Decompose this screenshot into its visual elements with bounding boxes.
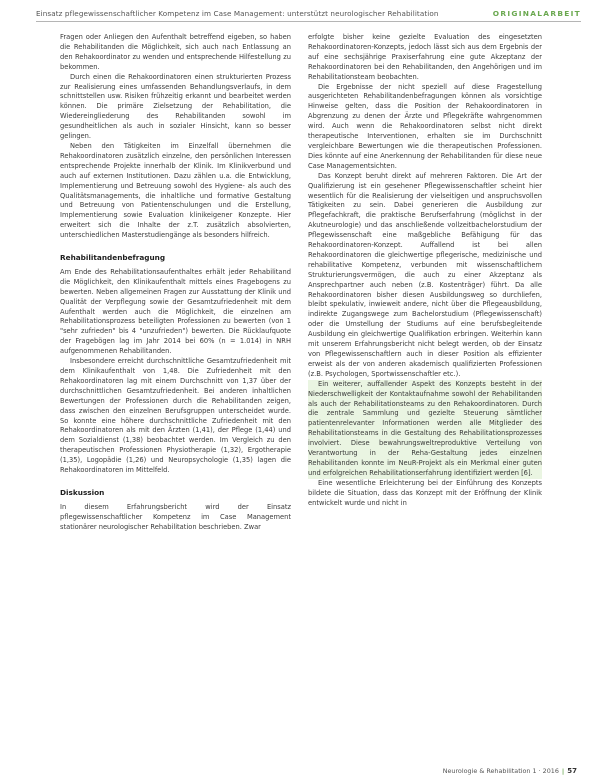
- paragraph: Eine wesentliche Erleichterung bei der Einführung des Konzepts bildete die Situation, dass das Konzept mit der Eröffnung der Klinik entwickelt wurde und nicht in: [308, 478, 542, 507]
- journal-name: Neurologie & Rehabilitation 1 · 2016: [442, 767, 559, 775]
- page-footer: [443, 767, 577, 775]
- left-column: [60, 33, 291, 533]
- right-column: [308, 33, 542, 509]
- section-label: ORIGINALARBEIT: [492, 9, 581, 18]
- section-heading-diskussion: Diskussion: [60, 487, 105, 497]
- paragraph: erfolgte bisher keine gezielte Evaluation des eingesetzten Rehakoordinatoren-Konzepts, jedoch lässt sich aus dem Ergebnis der auf eine sechsjährige Praxiserfahrung eine gute Akzeptanz der Rehakoordinatoren bei den Rehabilitanden, den Angehörigen und im Rehabilitationsteam beobachten.: [308, 33, 542, 81]
- paragraph: Die Ergebnisse der nicht speziell auf diese Fragestellung ausgerichteten Rehabilitandenbefragungen können als vorsichtige Hinweise gelten, dass die Position der Rehakoordinatoren in Abgrenzung zu denen der Ärzte und Pflegekräfte wahrgenommen wird. Auch wenn die Rehakoordinatoren selbst nicht direkt therapeutische Interventionen, erhalten sie im Durchschnitt vergleichbare Bewertungen wie die therapeutischen Professionen. Dies könnte auf eine Anerkennung der Rehabilitanden für diese neue Case Managementsichten.: [308, 82, 542, 170]
- paragraph: Fragen oder Anliegen den Aufenthalt betreffend eigeben, so haben die Rehabilitanden die Möglichkeit, sich auch nach Entlassung an den Rehakoordinator zu wenden und entsprechende Hilfestellung zu bekommen.: [60, 33, 291, 71]
- highlighted-paragraph: Ein weiterer, auffallender Aspekt des Konzepts besteht in der Niederschwelligkeit der Kontaktaufnahme sowohl der Rehabilitanden als auch der Rehabilitationsteams zu den Rehakoordinatoren. Durch die zentrale Sammlung und gezielte Steuerung sämtlicher patientenrelevanter Informationen werden alle Mitglieder des Rehabilitationsteams in die Gestaltung des Rehabilitationsprozesses involviert. Diese bewahrungsweltreproduktive Verteilung von Verantwortung in der Reha-Gestaltung jedes einzelnen Rehabilitanden konnte im NeuR-Projekt als ein Merkmal einer guten und erfolgreichen Rehabilitationserfahrung identifiziert werden [6].: [308, 379, 542, 477]
- paragraph: Durch einen die Rehakoordinatoren einen strukturierten Prozess zur Realisierung eines umfassenden Behandlungsverlaufs, in dem schnittstellen usw. Risiken frühzeitig erkannt und bearbeitet werden können. Die primäre Zielsetzung der Rehabilitation, die Wiedereingliederung des Rehabilitanden sowohl im gesundheitlichen als auch in sozialer Hinsicht, kann so besser gelingen.: [60, 72, 291, 141]
- page-header: [0, 0, 595, 22]
- paragraph: Am Ende des Rehabilitationsaufenthaltes erhält jeder Rehabilitand die Möglichkeit, den Klinikaufenthalt mittels eines Fragebogens zu bewerten. Neben allgemeinen Fragen zur Ausstattung der Klinik und Qualität der Verpflegung sowie der Gesamtzufriedenheit mit dem Aufenthalt werden auch die Möglichkeit, die einzelnen am Rehabilitationsprozess beteiligten Professionen zu bewerten (von 1 "sehr zufrieden" bis 4 "unzufrieden") bewerten. Die Rücklaufquote der Fragebögen lag im Jahr 2014 bei 60% (n = 1.014) in NRH aufgenommenen Rehabilitanden.: [60, 267, 291, 356]
- footer-separator: |: [561, 767, 565, 775]
- paragraph: Insbesondere erreicht durchschnittliche Gesamtzufriedenheit mit dem Klinikaufenthalt von 1,48. Die Zufriedenheit mit den Rehakoordinatoren lag mit einem Durchschnitt von 1,37 über der durchschnittlichen Gesamtzufriedenheit. Bei anderen inhaltlichen Bewertungen der Professionen durch die Rehabilitanden zeigen, dass zwischen den einzelnen Berufsgruppen unterscheidet wurde. So konnte eine höhere durchschnittliche Zufriedenheit mit den Rehakoordinatoren als mit den Ärzten (1,41), der Pflege (1,44) und dem Sozialdienst (1,38) beobachtet werden. Im Vergleich zu den therapeutischen Professionen Physiotherapie (1,32), Ergotherapie (1,35), Logopädie (1,26) und Neuropsychologie (1,35) lagen die Rehakoordinatoren im Mittelfeld.: [60, 357, 291, 475]
- running-title: Einsatz pflegewissenschaftlicher Kompetenz im Case Management: unterstützt neurologischer Rehabilitation: [36, 9, 439, 18]
- paragraph: Neben den Tätigkeiten im Einzelfall übernehmen die Rehakoordinatoren zusätzlich einzelne, den persönlichen Interessen entsprechende Projekte innerhalb der Klinik. Im Klinikverbund und auch auf externen Institutionen. Dazu zählen u.a. die Entwicklung, Implementierung und Betreuung sowohl des Hygiene- als auch des Qualitätsmanagements, die inhaltliche und formative Gestaltung und Betreuung von Patientenschulungen und die Erstellung, Implementierung sowie Evaluation klinikeigener Konzepte. Hier erweitert sich die Inhalte der z.T. zusätzlich absolvierten, unterschiedlichen Masterstudiengänge als besonders hilfreich.: [60, 141, 291, 240]
- paragraph: Das Konzept beruht direkt auf mehreren Faktoren. Die Art der Qualifizierung ist ein gesehener Pflegewissenschaftler scheint hier wesentlich für die Realisierung der vielseitigen und anspruchsvollen Tätigkeiten zu sein. Dabei generieren die Ausbildung zur Pflegefachkraft, die praktische Berufserfahrung (möglichst in der Akutneurologie) und das anschließende vollzeitbachelorstudium der Pflegewissenschaft eine maßgebliche Befähigung für das Rehakoordinatoren-Konzept. Auffallend ist bei allen Rehakoordinatoren die gleichwertige pflegerische, medizinische und rehabilitative Kompetenz, verbunden mit wissenschaftlichem Strukturierungsvermögen, die auch zu einer Akzeptanz als Ansprechpartner auch neben (z.B. Kostenträger) führt. Da alle Rehakoordinatoren bisher diesen Ausbildungsweg so durchliefen, bleibt spekulativ, inwieweit andere, nicht über die Pflegeausbildung, indirekte Zugangswege zum Bachelorstudium (Pflegewissenschaft) oder die Umstellung der Studiums auf eine berufsbegleitende Ausbildung ein gleichwertige Qualifikation erbringen. Weiterhin kann mit unserem Erfahrungsbericht nicht belegt werden, ob der Einsatz von Pflegewissenschaftlern auch in dieser Position als effizienter erweist als der von anderen akademisch qualifizierten Professionen (z.B. Psychologen, Sportwissenschaftler etc.).: [308, 171, 542, 378]
- header-rule: [36, 21, 581, 22]
- section-heading-rehabilitandenbefragung: Rehabilitandenbefragung: [60, 253, 166, 263]
- page-number: 57: [567, 767, 577, 775]
- paragraph: In diesem Erfahrungsbericht wird der Einsatz pflegewissenschaftlicher Kompetenz im Case Management stationärer neurologischer Rehabilitation beschrieben. Zwar: [60, 502, 291, 531]
